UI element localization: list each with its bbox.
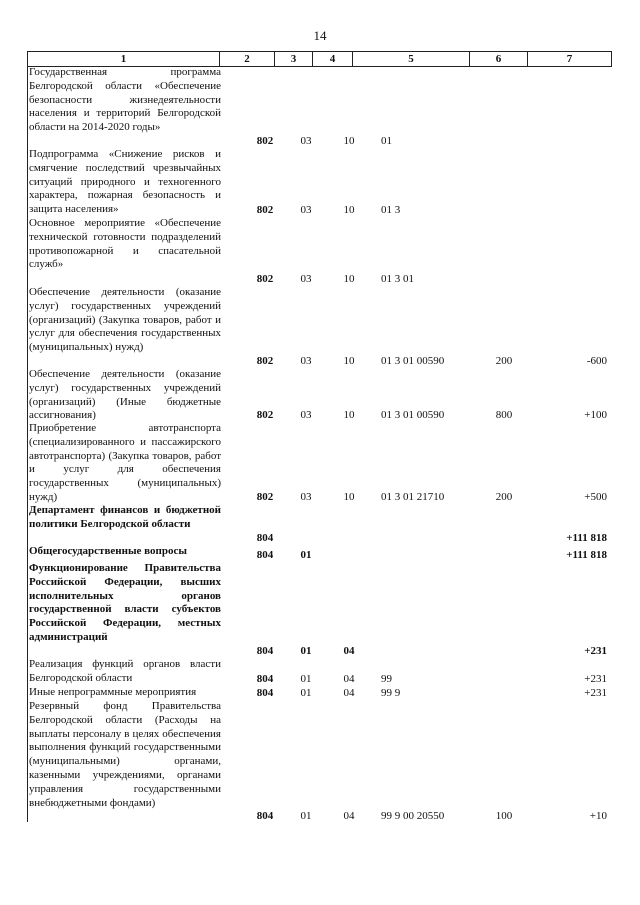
row-col-3: 03 (300, 355, 312, 367)
row-col-2: 804 (256, 532, 274, 544)
table-row (27, 686, 610, 700)
row-col-6: 100 (495, 810, 513, 822)
row-col-7: +111 818 (566, 549, 607, 561)
row-col-4: 10 (343, 409, 355, 421)
row-col-7: +500 (584, 491, 607, 503)
row-name: Подпрограмма «Снижение рисков и смягчение последствий чрезвычайных ситуаций природного и техногенного характера, пожарная безопасность и защита населения» (29, 148, 221, 216)
row-name: Обеспечение деятельности (оказание услуг) государственных учреждений (организаций) (Иные бюджетные ассигнования) (29, 368, 221, 422)
row-col-7: +231 (584, 645, 607, 657)
row-col-3: 03 (300, 273, 312, 285)
row-col-2: 804 (256, 645, 274, 657)
row-col-4: 04 (343, 810, 355, 822)
row-col-4: 10 (343, 204, 355, 216)
row-col-3: 01 (300, 549, 312, 561)
row-col-5: 01 3 01 00590 (381, 409, 445, 421)
row-col-4: 10 (343, 355, 355, 367)
row-col-7: -600 (586, 355, 607, 367)
row-col-2: 802 (256, 273, 274, 285)
row-name: Общегосударственные вопросы (29, 545, 187, 557)
row-col-3: 01 (300, 645, 312, 657)
row-col-6: 800 (495, 409, 513, 421)
table-row (27, 658, 610, 686)
table-row (27, 148, 610, 217)
row-col-5: 99 9 00 20550 (381, 810, 445, 822)
row-col-3: 01 (300, 810, 312, 822)
header-col-4: 4 (313, 52, 353, 66)
row-col-5: 01 3 01 00590 (381, 355, 445, 367)
row-col-7: +231 (584, 673, 607, 685)
row-col-2: 804 (256, 673, 274, 685)
header-col-3: 3 (275, 52, 313, 66)
row-col-3: 03 (300, 204, 312, 216)
header-col-1: 1 (28, 52, 220, 66)
row-name: Департамент финансов и бюджетной политики Белгородской области (29, 504, 221, 530)
row-col-2: 804 (256, 549, 274, 561)
table-header (27, 51, 612, 67)
header-col-7: 7 (566, 53, 573, 65)
row-col-7: +10 (589, 810, 607, 822)
page-number: 14 (313, 28, 327, 43)
row-col-2: 802 (256, 204, 274, 216)
row-col-7: +231 (584, 687, 607, 699)
row-col-2: 802 (256, 491, 274, 503)
table-row (27, 422, 610, 504)
row-col-4: 04 (343, 673, 355, 685)
header-col-2: 2 (220, 52, 275, 66)
row-name: Иные непрограммные мероприятия (29, 686, 197, 698)
table-row (27, 217, 610, 286)
row-col-4: 04 (343, 687, 355, 699)
row-col-5: 01 3 01 21710 (381, 491, 445, 503)
row-col-2: 802 (256, 135, 274, 147)
table-row (27, 562, 610, 658)
row-col-4: 10 (343, 273, 355, 285)
row-col-5: 99 (381, 673, 392, 685)
row-col-3: 01 (300, 687, 312, 699)
row-name: Резервный фонд Правительства Белгородской области (Расходы на выплаты персоналу в целях обеспечения выполнения функций государственными (муниципальными) органами, казенными учреждениями, органами управления государственными внебюджетными фондами) (29, 700, 221, 809)
row-col-2: 804 (256, 687, 274, 699)
header-col-6: 6 (470, 52, 528, 66)
row-name: Основное мероприятие «Обеспечение технической готовности подразделений противопожарной и спасательной служб» (29, 217, 221, 271)
row-col-5: 01 3 (381, 204, 401, 216)
table-row (27, 504, 610, 545)
row-col-2: 804 (256, 810, 274, 822)
row-name: Приобретение автотранспорта (специализированного и пассажирского автотранспорта) (Закупка товаров, работ и услуг для обеспечения государственных (муниципальных) нужд) (29, 422, 221, 503)
row-col-4: 10 (343, 491, 355, 503)
table-row (27, 545, 610, 562)
row-col-3: 03 (300, 135, 312, 147)
row-name: Функционирование Правительства Российской Федерации, высших исполнительных органов государственной власти субъектов Российской Федерации, местных администраций (29, 562, 221, 643)
row-col-6: 200 (495, 491, 513, 503)
row-name: Реализация функций органов власти Белгородской области (29, 658, 221, 684)
row-col-5: 01 (381, 135, 392, 147)
row-col-7: +100 (584, 409, 607, 421)
table-row (27, 368, 610, 422)
row-col-5: 99 9 (381, 687, 401, 699)
row-col-4: 10 (343, 135, 355, 147)
table-row (27, 66, 610, 148)
row-col-6: 200 (495, 355, 513, 367)
table-row (27, 286, 610, 368)
row-name: Государственная программа Белгородской области «Обеспечение безопасности жизнедеятельности населения и территорий Белгородской области на 2014-2020 годы» (29, 66, 221, 134)
row-name: Обеспечение деятельности (оказание услуг) государственных учреждений (организаций) (Закупка товаров, работ и услуг для обеспечения государственных (муниципальных) нужд) (29, 286, 221, 354)
row-col-2: 802 (256, 409, 274, 421)
row-col-4: 04 (343, 645, 355, 657)
row-col-3: 03 (300, 491, 312, 503)
row-col-5: 01 3 01 (381, 273, 414, 285)
row-col-2: 802 (256, 355, 274, 367)
table-row (27, 700, 610, 823)
row-col-7: +111 818 (566, 532, 607, 544)
row-col-3: 01 (300, 673, 312, 685)
row-col-3: 03 (300, 409, 312, 421)
header-col-5: 5 (353, 52, 470, 66)
